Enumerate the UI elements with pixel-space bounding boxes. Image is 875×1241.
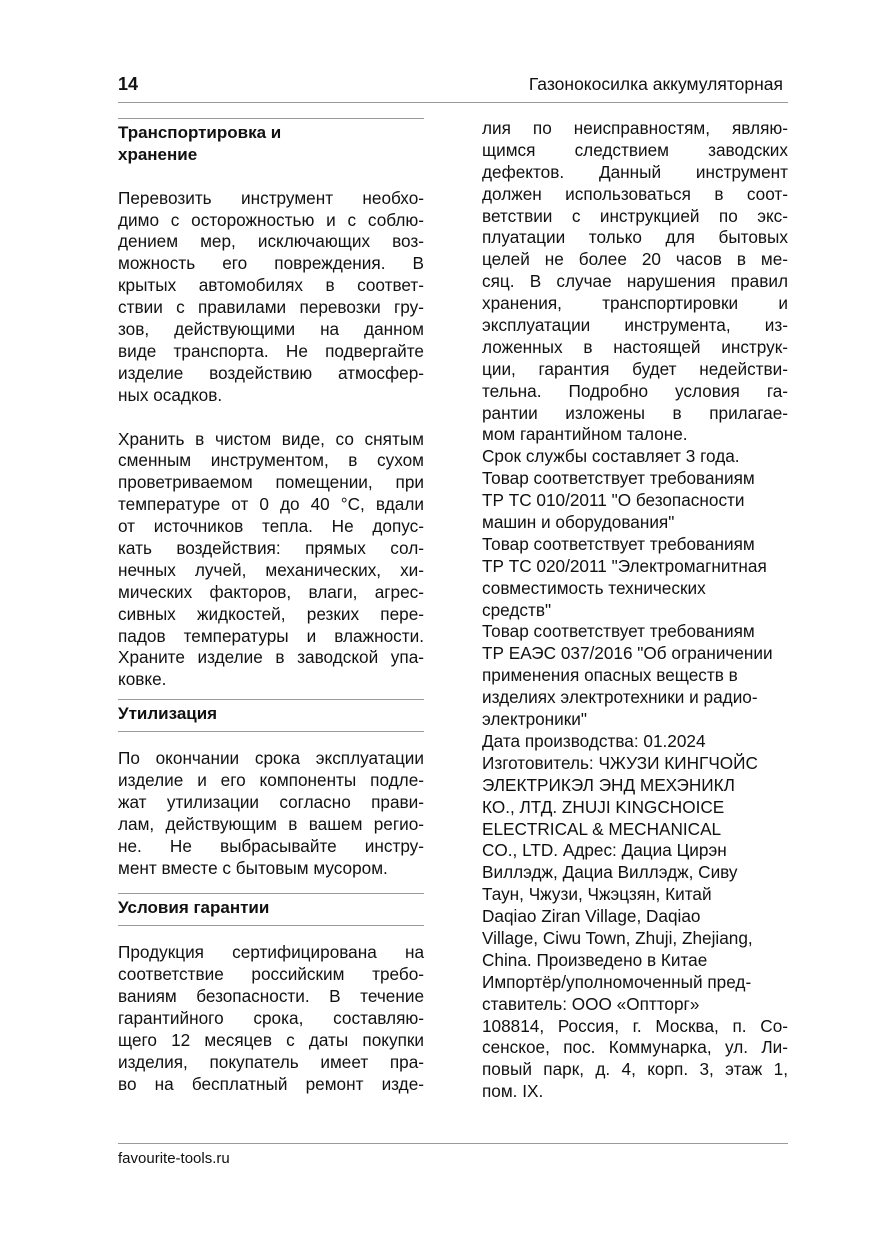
text-line: крытых автомобилях в соответ- [118,275,424,296]
text-line: ветствии с инструкцией по экс- [482,205,788,226]
text-line: электроники" [482,709,587,730]
section-title-line: Транспортировка и [118,123,282,142]
text-line: лия по неисправностям, являю- [482,118,788,138]
text-line: температуре от 0 до 40 °С, вдали [118,494,424,515]
text-line: нечных лучей, механических, хи- [118,559,424,580]
text-line: средств" [482,599,552,620]
footer-rule [118,1143,788,1144]
text-line: эксплуатации инструмента, из- [482,315,788,336]
text-line: ставитель: ООО «Оптторг» [482,993,700,1014]
text-line: 108814, Россия, г. Москва, п. Со- [482,1015,788,1036]
text-line: Виллэдж, Дациа Виллэдж, Сиву [482,862,738,883]
text-line: Срок службы составляет 3 года. [482,446,740,467]
text-line: ELECTRICAL & MECHANICAL [482,818,722,839]
text-line: Village, Ciwu Town, Zhuji, Zhejiang, [482,927,753,948]
text-line: Таун, Чжузи, Чжэцзян, Китай [482,884,712,905]
text-line: дением мер, исключающих воз- [118,231,424,252]
text-line: пом. IX. [482,1081,544,1102]
text-line: мических факторов, влаги, агрес- [118,581,424,602]
paragraph-disposal [118,748,424,879]
text-line: Товар соответствует требованиям [482,621,755,642]
text-line: Daqiao Ziran Village, Daqiao [482,906,701,927]
text-line: зов, действующими на данном [118,319,424,340]
text-line: можность его повреждения. В [118,253,424,274]
text-line: ковке. [118,669,167,690]
page-number: 14 [118,74,139,94]
text-line: Перевозить инструмент необхо- [118,187,424,208]
paragraph-transport [118,188,424,407]
text-line: совместимость технических [482,577,706,598]
text-line: жат утилизации согласно прави- [118,791,424,812]
text-line: Товар соответствует требованиям [482,533,755,554]
footer-site: favourite-tools.ru [118,1150,230,1167]
text-line: сивных жидкостей, резких пере- [118,603,424,624]
text-line: не. Не выбрасывайте инстру- [118,835,424,856]
text-line: ствии с правилами перевозки гру- [118,297,424,318]
text-line: ТР ТС 010/2011 "О безопасности [482,490,745,511]
text-line: проветриваемом помещении, при [118,472,424,493]
paragraph-storage [118,429,424,692]
text-line: China. Произведено в Китае [482,949,708,970]
section-title-line: хранение [118,144,198,164]
left-column [118,118,424,1096]
text-line: Хранить в чистом виде, со снятым [118,428,424,449]
text-line: машин и оборудования" [482,512,675,533]
section-title-transport [118,119,424,166]
text-line: Дата производства: 01.2024 [482,730,706,751]
text-line: во на бесплатный ремонт изде- [118,1073,424,1094]
text-line: лам, действующим в вашем регио- [118,813,424,834]
text-line: изделия, покупатель имеет пра- [118,1051,424,1072]
text-line: сяц. В случае нарушения правил [482,271,788,292]
text-line: целей не более 20 часов в ме- [482,249,788,270]
text-line: CO., LTD. Адрес: Дациа Цирэн [482,840,727,861]
text-line: Продукция сертифицирована на [118,942,424,963]
text-line: ции, гарантия будет недействи- [482,358,788,379]
text-line: Изготовитель: ЧЖУЗИ КИНГЧОЙС [482,752,758,773]
text-line: Импортёр/уполномоченный пред- [482,971,752,992]
header-rule [118,102,788,103]
text-line: димо с осторожностью и с соблю- [118,209,424,230]
section-title-disposal: Утилизация [118,704,218,724]
text-line: КО., ЛТД. ZHUJI KINGCHOICE [482,796,725,817]
text-line: виде транспорта. Не подвергайте [118,340,424,361]
text-line: изделие и его компоненты подле- [118,769,424,790]
text-line: плуатации только для бытовых [482,227,788,248]
text-line: ложенных в настоящей инструк- [482,336,788,357]
right-column [482,118,788,1103]
text-line: должен использоваться в соот- [482,183,788,204]
text-line: ТР ЕАЭС 037/2016 "Об ограничении [482,643,773,664]
text-line: мент вместе с бытовым мусором. [118,857,388,878]
text-line: изделие воздействию атмосфер- [118,362,424,383]
text-line: дефектов. Данный инструмент [482,161,788,182]
section-title-warranty: Условия гарантии [118,898,270,918]
running-title: Газонокосилка аккумуляторная [528,74,783,94]
text-line: сменным инструментом, в сухом [118,450,424,471]
text-line: соответствие российским требо- [118,964,424,985]
text-line: Товар соответствует требованиям [482,468,755,489]
text-line: кать воздействия: прямых сол- [118,537,424,558]
text-line: щимся следствием заводских [482,139,788,160]
paragraph-warranty [118,942,424,1095]
text-line: хранения, транспортировки и [482,293,788,314]
text-line: применения опасных веществ в [482,665,738,686]
text-line: мом гарантийном талоне. [482,424,688,445]
text-line: ваниям безопасности. В течение [118,986,424,1007]
text-line: гарантийного срока, составляю- [118,1008,424,1029]
text-line: щего 12 месяцев с даты покупки [118,1029,424,1050]
text-line: ТР ТС 020/2011 "Электромагнитная [482,555,767,576]
text-line: Храните изделие в заводской упа- [118,647,424,668]
text-line: По окончании срока эксплуатации [118,748,424,769]
text-line: от источников тепла. Не допус- [118,516,424,537]
text-line: сенское, пос. Коммунарка, ул. Ли- [482,1037,788,1058]
text-line: рантии изложены в прилагае- [482,402,788,423]
text-line: ных осадков. [118,384,223,405]
text-line: ЭЛЕКТРИКЭЛ ЭНД МЕХЭНИКЛ [482,774,735,795]
text-line: тельна. Подробно условия га- [482,380,788,401]
text-line: повый парк, д. 4, корп. 3, этаж 1, [482,1059,788,1080]
text-line: изделиях электротехники и радио- [482,687,758,708]
text-line: падов температуры и влажности. [118,625,424,646]
